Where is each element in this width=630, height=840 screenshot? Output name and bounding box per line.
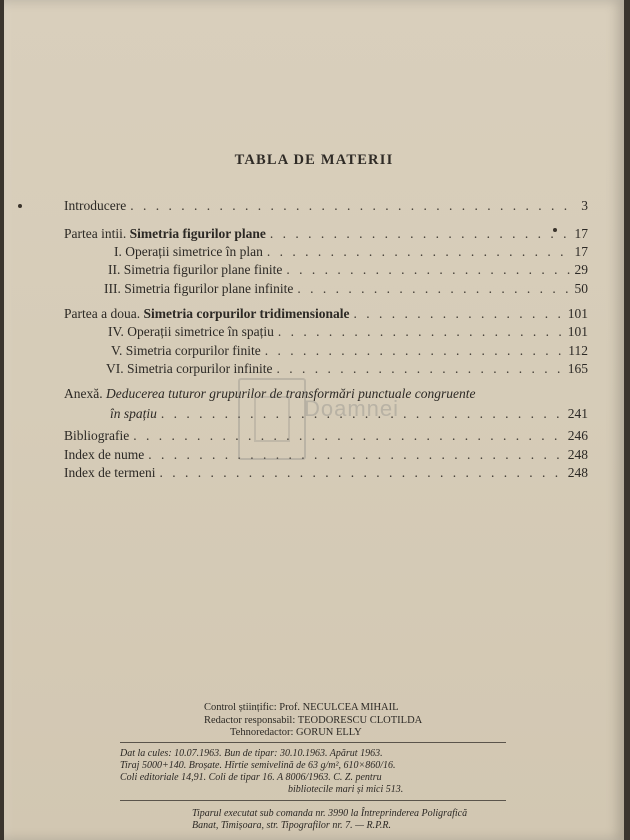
toc-entry: [104, 281, 588, 297]
toc-page: 246: [567, 428, 588, 443]
toc-label: I. Operații simetrice în plan: [114, 244, 263, 259]
toc-page: 50: [574, 281, 588, 296]
table-of-contents: [4, 0, 624, 500]
leader-dots: [278, 324, 564, 340]
toc-page: 101: [567, 306, 588, 321]
leader-dots: [286, 262, 570, 278]
leader-dots: [130, 198, 577, 214]
credits-line: Control științific: Prof. NECULCEA MIHAIL: [204, 702, 399, 713]
printer-info-line: Tiparul executat sub comanda nr. 3990 la Întreprinderea Poligrafică: [192, 808, 468, 819]
leader-dots: [159, 465, 563, 481]
printer-info-block: [192, 808, 467, 832]
toc-label: III. Simetria figurilor plane infinite: [104, 281, 294, 296]
toc-page: 3: [581, 198, 588, 213]
credits-line: Redactor responsabil: TEODORESCU CLOTILDA: [204, 714, 423, 726]
toc-entry: [108, 262, 588, 278]
print-info-line: Tiraj 5000+140. Broșate. Hîrtie semivelină de 63 g/m², 610×860/16.: [120, 760, 396, 771]
leader-dots: [148, 447, 564, 463]
leader-dots: [270, 226, 571, 242]
leader-dots: [297, 281, 570, 297]
credits-line: Tehnoredactor: GORUN ELLY: [230, 727, 362, 738]
toc-entry: [111, 343, 588, 359]
toc-entry: [64, 198, 588, 214]
watermark-text: Doamnei: [304, 396, 400, 421]
print-info-line: Dat la cules: 10.07.1963. Bun de tipar: 30.10.1963. Apărut 1963.: [120, 748, 383, 759]
leader-dots: [276, 361, 563, 377]
toc-label: Partea intii. Simetria figurilor plane: [64, 226, 266, 241]
toc-entry: [64, 428, 588, 444]
toc-page: 248: [567, 465, 588, 480]
toc-label: IV. Operații simetrice în spațiu: [108, 324, 274, 339]
toc-entry: [64, 226, 588, 242]
divider: [120, 800, 506, 801]
toc-page: 29: [574, 262, 588, 277]
paper-spot: [553, 228, 557, 232]
paper-spot: [18, 204, 22, 208]
toc-label: Introducere: [64, 198, 127, 213]
toc-annex-title: Anexă. Deducerea tuturor grupurilor de transformări punctuale congruente: [64, 386, 476, 401]
toc-page: 165: [567, 361, 588, 376]
page-title: TABLA DE MATERII: [234, 152, 394, 168]
toc-page: 101: [567, 324, 588, 339]
print-info-block: [120, 748, 403, 796]
divider: [120, 742, 506, 743]
print-info-line: Coli editoriale 14,91. Coli de tipar 16. A 8006/1963. C. Z. pentru: [120, 772, 382, 783]
toc-entry: [64, 306, 588, 322]
print-info-line: bibliotecile mari și mici 513.: [288, 784, 404, 795]
leader-dots: [133, 428, 564, 444]
toc-entry: [114, 244, 588, 260]
leader-dots: [353, 306, 563, 322]
toc-page: 17: [574, 226, 588, 241]
toc-entry: [64, 465, 588, 481]
toc-entry: [106, 361, 588, 377]
toc-label: Partea a doua. Simetria corpurilor tridimensionale: [64, 306, 350, 321]
toc-entry: [108, 324, 588, 340]
toc-label: Index de nume: [64, 447, 145, 462]
toc-label: VI. Simetria corpurilor infinite: [106, 361, 273, 376]
toc-page: 17: [574, 244, 588, 259]
toc-page: 241: [567, 406, 588, 421]
toc-entry: [64, 447, 588, 463]
toc-label: în spațiu: [110, 406, 157, 421]
toc-page: 248: [567, 447, 588, 462]
credits-block: [204, 702, 422, 740]
toc-label: V. Simetria corpurilor finite: [111, 343, 261, 358]
toc-label: II. Simetria figurilor plane finite: [108, 262, 283, 277]
toc-label: Bibliografie: [64, 428, 130, 443]
watermark-logo-icon: [238, 378, 306, 460]
toc-page: 112: [568, 343, 588, 358]
toc-label: Index de termeni: [64, 465, 156, 480]
leader-dots: [267, 244, 571, 260]
book-page: [4, 0, 624, 840]
printer-info-line: Banat, Timișoara, str. Tipografilor nr. 7. — R.P.R.: [192, 820, 392, 831]
leader-dots: [265, 343, 565, 359]
